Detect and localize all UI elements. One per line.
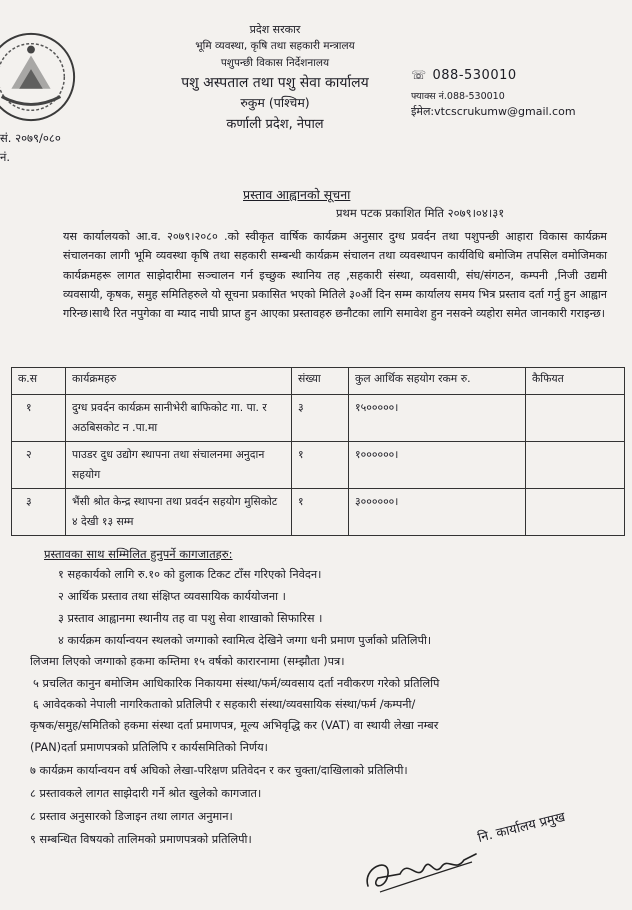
document-item: २ आर्थिक प्रस्ताव तथा संक्षिप्त व्यवसायिक कार्ययोजना । — [58, 590, 286, 603]
document-item: ८ प्रस्तावकले लागत साझेदारी गर्ने श्रोत खुलेको कागजात। — [30, 787, 262, 800]
phone-icon: ☏ — [411, 68, 427, 82]
document-item: कृषक/समुह/समितिको हकमा संस्था दर्ता प्रमाणपत्र, मूल्य अभिवृद्धि कर (VAT) वा स्थायी लेखा नम्बर — [30, 719, 439, 732]
header-line-office: पशु अस्पताल तथा पशु सेवा कार्यालय — [181, 75, 369, 91]
header-line-directorate: पशुपन्छी विकास निर्देशनालय — [220, 57, 330, 69]
table-cell-program: भैंसी श्रोत केन्द्र स्थापना तथा प्रवर्दन सहयोग मुसिकोट ४ देखी १३ सम्म — [66, 489, 292, 536]
handwritten-signature — [360, 838, 480, 898]
table-cell-amount: १००००००। — [349, 442, 526, 489]
document-item: ५ प्रचलित कानुन बमोजिम आधिकारिक निकायमा संस्था/फर्म/व्यवसाय दर्ता नवीकरण गरेको प्रतिलिपि — [33, 677, 440, 690]
document-item: ८ प्रस्ताव अनुसारको डिजाइन तथा लागत अनुमान। — [30, 810, 233, 823]
document-item: १ सहकार्यको लागि रु.१० को हुलाक टिकट टाँस गरिएको निवेदन। — [58, 568, 322, 581]
table-cell-sn: १ — [12, 395, 66, 442]
program-table — [11, 367, 625, 536]
table-cell-sn: २ — [12, 442, 66, 489]
letter-reference-number: सं. २०७९/०८० — [0, 131, 61, 145]
publication-date: प्रथम पटक प्रकाशित मिति २०७९।०४।३१ — [336, 206, 505, 220]
table-cell-remarks — [526, 395, 625, 442]
document-item: ४ कार्यक्रम कार्यान्वयन स्थलको जग्गाको स्वामित्व देखिने जग्गा धनी प्रमाण पुर्जाको प्रतिलिपी। — [58, 634, 432, 647]
table-header-amount: कुल आर्थिक सहयोग रकम रु. — [349, 368, 526, 395]
table-cell-remarks — [526, 442, 625, 489]
document-item: ९ सम्बन्धित विषयको तालिमको प्रमाणपत्रको प्रतिलिपी। — [30, 833, 252, 846]
document-item: (PAN)दर्ता प्रमाणपत्रको प्रतिलिपि र कार्यसमितिको निर्णय। — [30, 741, 268, 754]
table-cell-sn: ३ — [12, 489, 66, 536]
document-item: ७ कार्यक्रम कार्यान्वयन वर्ष अघिको लेखा-परिक्षण प्रतिवेदन र कर चुक्ता/दाखिलाको प्रतिलिपी। — [30, 764, 408, 777]
contact-phone: ☏ 088-530010 — [411, 68, 517, 83]
header-line-province: कर्णाली प्रदेश, नेपाल — [226, 117, 324, 132]
document-item: ३ प्रस्ताव आह्वानमा स्थानीय तह वा पशु सेवा शाखाको सिफारिस । — [58, 612, 323, 625]
contact-email: ईमेल:vtcscrukumw@gmail.com — [411, 105, 576, 118]
document-item: ६ आवेदकको नेपाली नागरिकताको प्रतिलिपी र सहकारी संस्था/व्यवसायिक संस्था/फर्म /कम्पनी/ — [33, 698, 416, 711]
table-header-program: कार्यक्रमहरु — [66, 368, 292, 395]
contact-fax: फ्याक्स नं.088-530010 — [411, 91, 505, 102]
table-cell-program: दुग्ध प्रवर्दन कार्यक्रम सानीभेरी बाफिकोट गा. पा. र अठबिसकोट न .पा.मा — [66, 395, 292, 442]
header-line-district: रुकुम (पश्चिम) — [240, 95, 310, 110]
required-documents-heading: प्रस्तावका साथ सम्मिलित हुनुपर्ने कागजातहरु: — [44, 547, 233, 561]
table-header-sn: क.स — [12, 368, 66, 395]
table-row — [12, 442, 625, 489]
nepal-emblem-icon — [0, 28, 80, 126]
table-row — [12, 489, 625, 536]
table-cell-count: १ — [292, 489, 349, 536]
table-cell-count: ३ — [292, 395, 349, 442]
table-cell-remarks — [526, 489, 625, 536]
notice-title: प्रस्ताव आह्वानको सूचना — [243, 187, 351, 202]
table-cell-amount: ३००००००। — [349, 489, 526, 536]
table-header-row — [12, 368, 625, 395]
table-row — [12, 395, 625, 442]
table-header-remarks: कैफियत — [526, 368, 625, 395]
document-item: लिजमा लिएको जग्गाको हकमा कम्तिमा १५ वर्षको कारारनामा (सम्झौता )पत्र। — [30, 655, 345, 668]
table-cell-amount: १५०००००। — [349, 395, 526, 442]
header-line-ministry: भूमि व्यवस्था, कृषि तथा सहकारी मन्त्रालय — [195, 40, 355, 52]
table-cell-program: पाउडर दुध उद्योग स्थापना तथा संचालनमा अनुदान सहयोग — [66, 442, 292, 489]
dispatch-number: नं. — [0, 150, 11, 164]
signatory-title: नि. कार्यालय प्रमुख — [476, 809, 567, 846]
notice-body: यस कार्यालयको आ.व. २०७९।२०८० .को स्वीकृत वार्षिक कार्यक्रम अनुसार दुग्ध प्रवर्दन तथा पशुपन्छी आहारा विकास कार्यक्रम संचालनका लागी भूमि व्यवस्था कृषि तथा सहकारी सम्बन्धी कार्यक्रम संचालन तथा व्यवस्थापन कार्यविधि बमोजिम तपसिल वमोजिमका कार्यक्रमहरू लागत साझेदारीमा सञ्चालन गर्न इच्छुक स्थानिय तह ,सहकारी संस्था, व्यवसायी, संघ/संगठन, कम्पनी ,निजी उद्यमी व्यवसायी, कृषक, समुह समितिहरुले यो सूचना प्रकासित भएको मितिले ३०औं दिन सम्म कार्यालय समय भित्र प्रस्ताव दर्ता गर्नु हुन आह्वान गरिन्छ।साथै रित नपुगेका वा म्याद नाघी प्राप्त हुन आएका प्रस्तावहरु छनौटका लागि समावेश हुन नसक्ने व्यहोरा समेत जानकारी गराइन्छ। — [63, 230, 607, 321]
table-cell-count: १ — [292, 442, 349, 489]
header-line-province-govt: प्रदेश सरकार — [249, 23, 301, 36]
table-header-count: संख्या — [292, 368, 349, 395]
